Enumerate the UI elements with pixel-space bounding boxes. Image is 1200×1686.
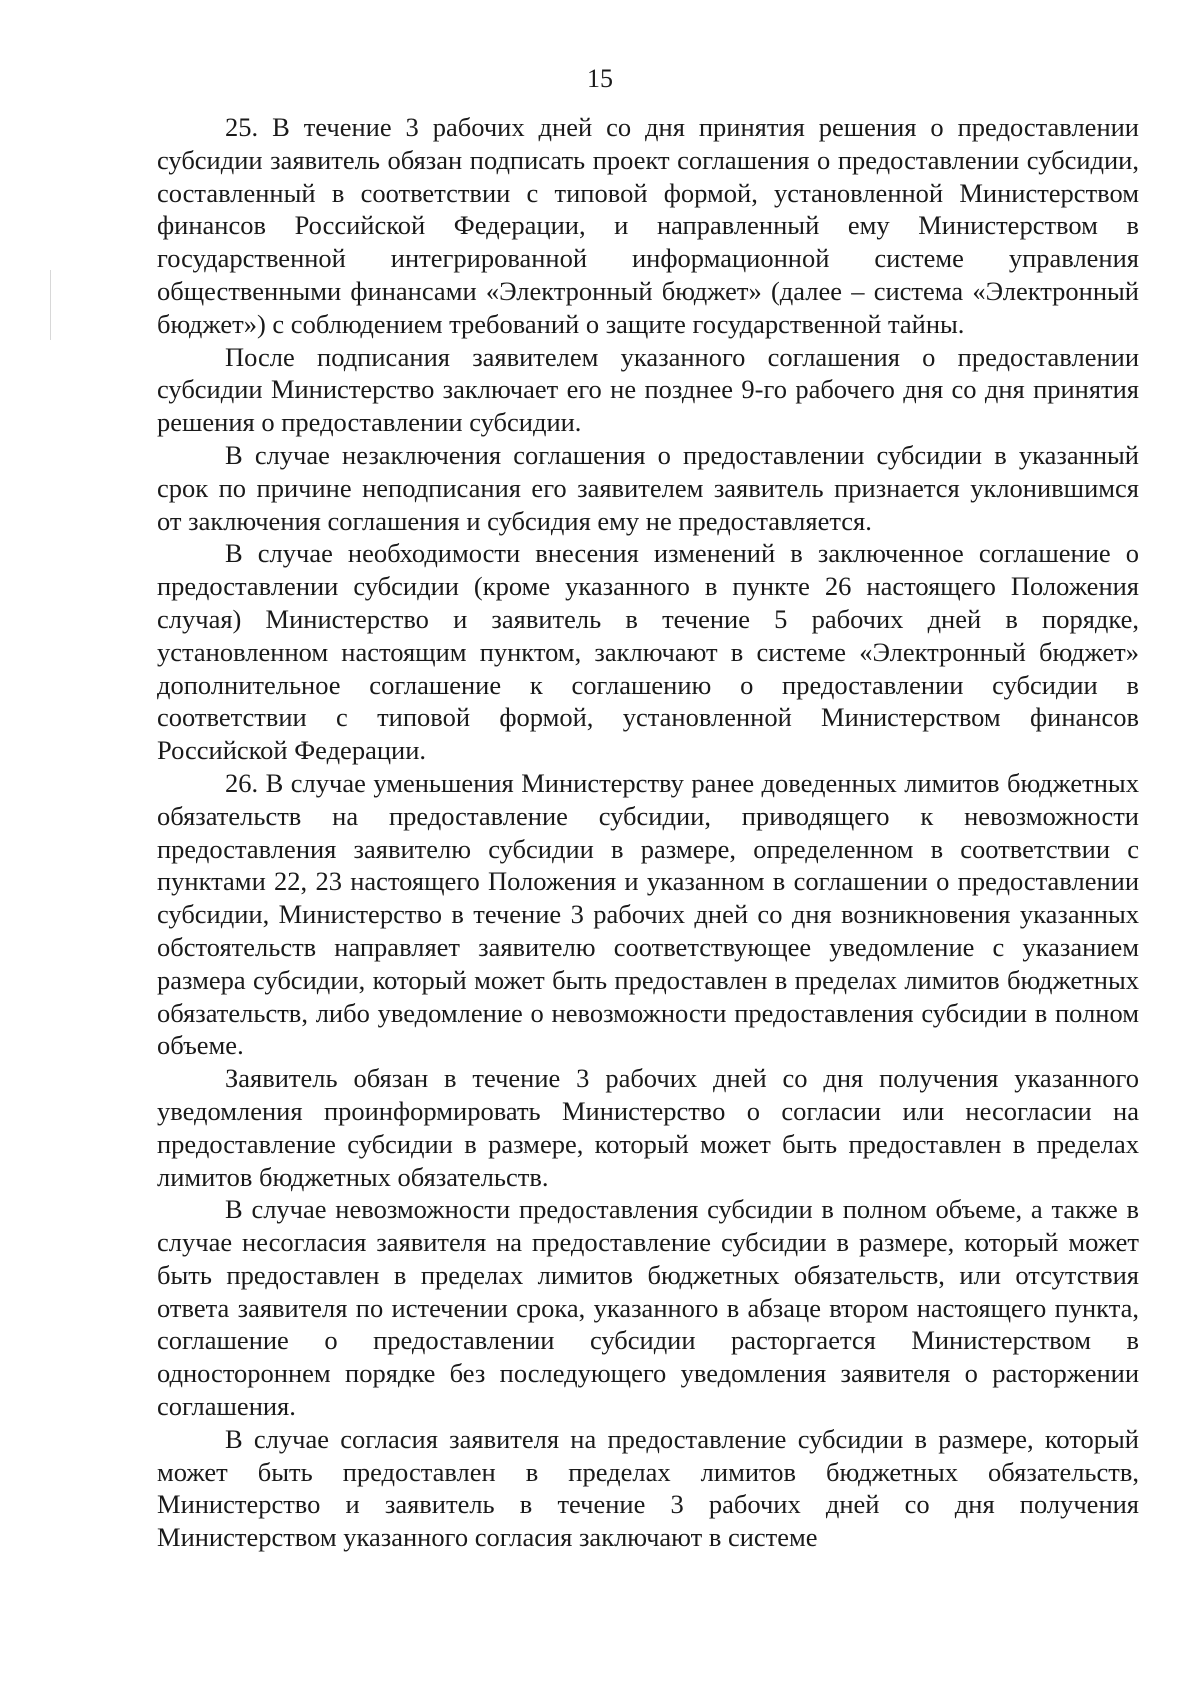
paragraph-26-reduction: 26. В случае уменьшения Министерству ранее доведенных лимитов бюджетных обязательств на предоставление субсидии, приводящего к невозможности предоставления заявителю субсидии в размере, определенном в соответствии с пунктами 22, 23 настоящего Положения и указанном в соглашении о предоставлении субсидии, Министерство в течение 3 рабочих дней со дня возникновения указанных обстоятельств направляет заявителю соответствующее уведомление с указанием размера субсидии, который может быть предоставлен в пределах лимитов бюджетных обязательств, либо уведомление о невозможности предоставления субсидии в полном объеме. [157, 767, 1139, 1061]
paragraph-termination: В случае невозможности предоставления субсидии в полном объеме, а также в случае несогласия заявителя на предоставление субсидии в размере, который может быть предоставлен в пределах лимитов бюджетных обязательств, или отсутствия ответа заявителя по истечении срока, указанного в абзаце втором настоящего пункта, соглашение о предоставлении субсидии расторгается Министерством в одностороннем порядке без последующего уведомления заявителя о расторжении соглашения. [157, 1194, 1139, 1422]
paragraph-consent: В случае согласия заявителя на предоставление субсидии в размере, который может быть предоставлен в пределах лимитов бюджетных обязательств, Министерство и заявитель в течение 3 рабочих дней со дня получения Министерством указанного согласия заключают в системе [157, 1423, 1139, 1553]
scan-margin-mark [50, 270, 51, 340]
paragraph-signing-deadline: После подписания заявителем указанного соглашения о предоставлении субсидии Министерство заключает его не позднее 9-го рабочего дня со дня принятия решения о предоставлении субсидии. [157, 341, 1139, 438]
page-number: 15 [587, 64, 613, 93]
paragraph-non-conclusion: В случае незаключения соглашения о предоставлении субсидии в указанный срок по причине неподписания его заявителем заявитель признается уклонившимся от заключения соглашения и субсидия ему не предоставляется. [157, 439, 1139, 536]
paragraph-25-intro: 25. В течение 3 рабочих дней со дня принятия решения о предоставлении субсидии заявитель обязан подписать проект соглашения о предоставлении субсидии, составленный в соответствии с типовой формой, установленной Министерством финансов Российской Федерации, и направленный ему Министерством в государственной интегрированной информационной системе управления общественными финансами «Электронный бюджет» (далее – система «Электронный бюджет») с соблюдением требований о защите государственной тайны. [157, 112, 1139, 339]
paragraph-applicant-response: Заявитель обязан в течение 3 рабочих дней со дня получения указанного уведомления проинформировать Министерство о согласии или несогласии на предоставление субсидии в размере, который может быть предоставлен в пределах лимитов бюджетных обязательств. [157, 1063, 1139, 1192]
paragraph-amendments: В случае необходимости внесения изменений в заключенное соглашение о предоставлении субсидии (кроме указанного в пункте 26 настоящего Положения случая) Министерство и заявитель в течение 5 рабочих дней в порядке, установленном настоящим пунктом, заключают в системе «Электронный бюджет» дополнительное соглашение к соглашению о предоставлении субсидии в соответствии с типовой формой, установленной Министерством финансов Российской Федерации. [157, 538, 1139, 766]
document-body [157, 111, 1139, 1554]
